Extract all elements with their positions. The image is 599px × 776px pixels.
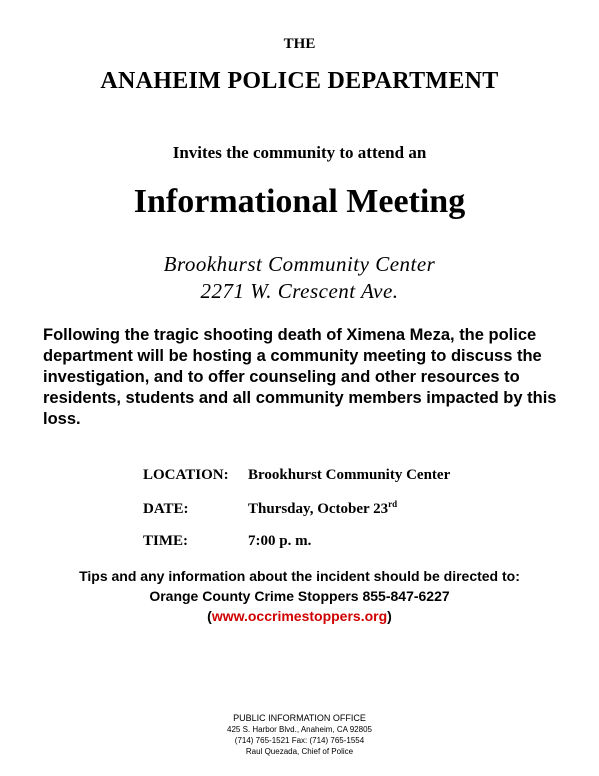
- footer-chief: Raul Quezada, Chief of Police: [245, 747, 354, 756]
- close-paren: ): [387, 608, 392, 624]
- footer-address: 425 S. Harbor Blvd., Anaheim, CA 92805: [227, 725, 372, 734]
- open-paren: (: [207, 608, 212, 624]
- invitation-line: Invites the community to attend an: [172, 143, 427, 162]
- venue-address: 2271 W. Crescent Ave.: [200, 279, 399, 303]
- crime-stoppers-website: [0, 608, 599, 624]
- date-ordinal-suffix: rd: [388, 499, 398, 509]
- website-link[interactable]: www.occrimestoppers.org: [211, 608, 388, 624]
- location-label: LOCATION:: [143, 467, 229, 483]
- venue-name: Brookhurst Community Center: [163, 252, 436, 276]
- date-row: [143, 499, 397, 518]
- header-the: THE: [283, 36, 316, 52]
- tips-instruction: Tips and any information about the incident should be directed to:: [79, 568, 520, 584]
- date-label: DATE:: [143, 501, 189, 517]
- crime-stoppers-phone: Orange County Crime Stoppers 855-847-6227: [149, 588, 450, 604]
- time-value: 7:00 p. m.: [248, 533, 312, 549]
- time-row: [143, 533, 311, 550]
- location-row: [143, 467, 450, 484]
- location-value: Brookhurst Community Center: [248, 467, 451, 483]
- announcement-paragraph: Following the tragic shooting death of Ximena Meza, the police department will be hosting a community meeting to discuss the investigation, and to offer counseling and other resources to residents, students and all community members impacted by this loss.: [43, 326, 557, 428]
- footer-office: PUBLIC INFORMATION OFFICE: [233, 713, 366, 723]
- footer-phone: (714) 765-1521 Fax: (714) 765-1554: [234, 736, 365, 745]
- time-label: TIME:: [143, 533, 188, 549]
- event-title: Informational Meeting: [133, 183, 466, 220]
- department-name: ANAHEIM POLICE DEPARTMENT: [100, 68, 499, 94]
- date-value: Thursday, October 23: [248, 501, 389, 517]
